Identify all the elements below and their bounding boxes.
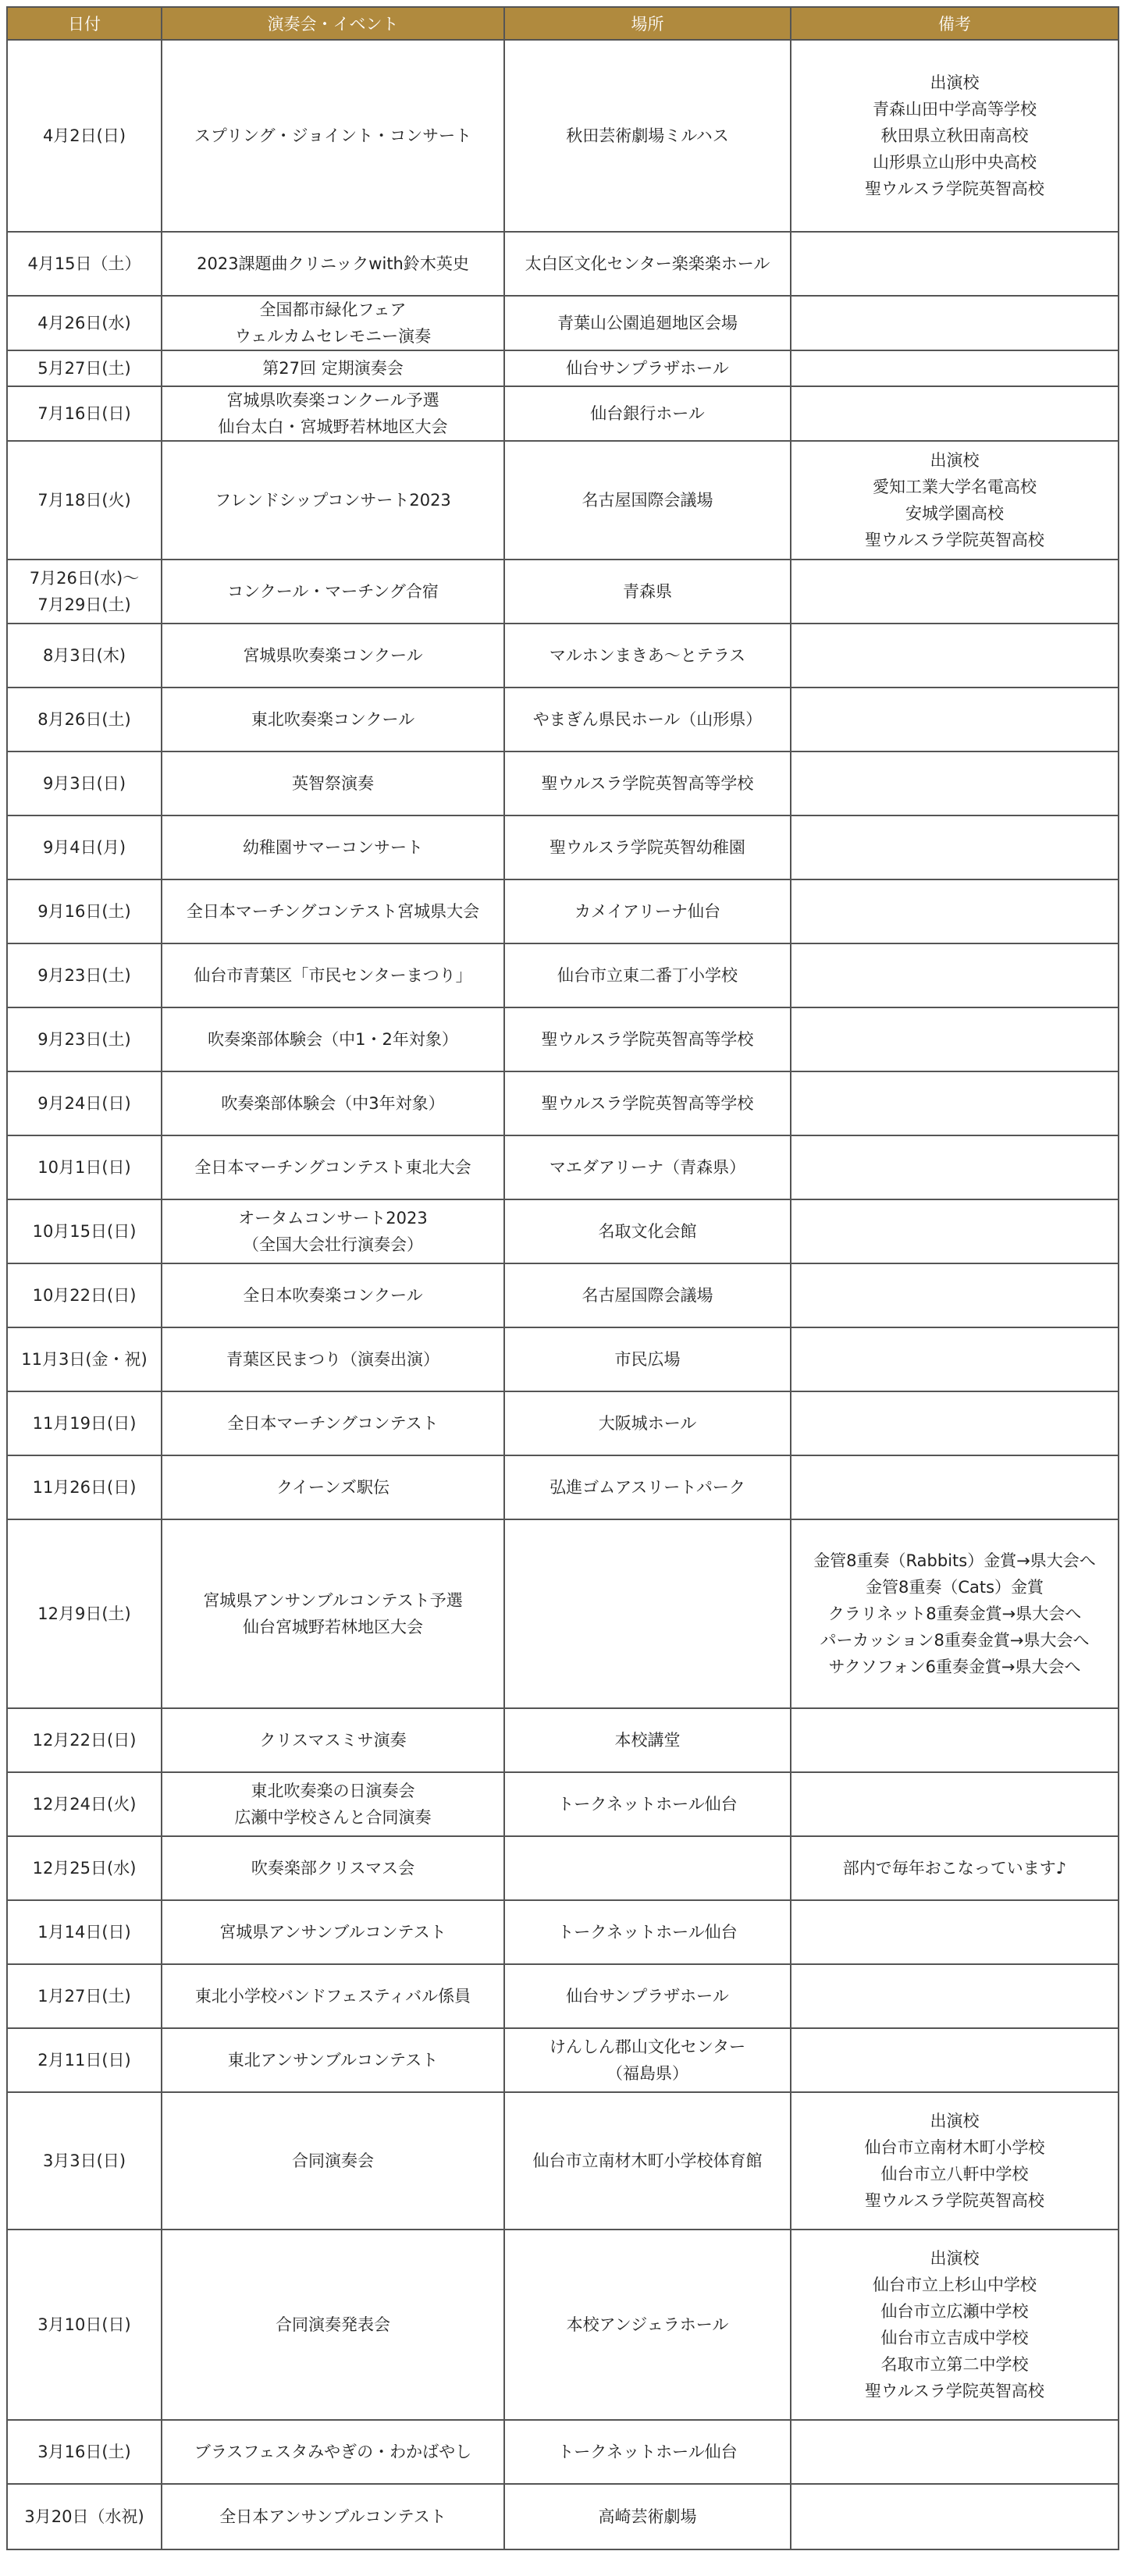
cell-event-line: 合同演奏発表会 [276,2315,390,2334]
cell-note [791,1772,1119,1836]
cell-place-line: 青葉山公園追廻地区会場 [557,314,738,332]
cell-note-line: サクソフォン6重奏金賞→県大会へ [828,1658,1081,1676]
cell-event [162,40,504,232]
table-row [7,1071,1119,1135]
cell-date-line: 9月23日(土) [37,1030,131,1049]
cell-date [7,1519,162,1708]
cell-note-line: 金管8重奏（Cats）金賞 [865,1578,1044,1597]
cell-date [7,1708,162,1772]
cell-date [7,1327,162,1391]
cell-place [504,2092,791,2230]
cell-place-line: 高崎芸術劇場 [598,2507,697,2526]
cell-note-line: クラリネット8重奏金賞→県大会へ [827,1604,1082,1623]
cell-event-line: スプリング・ジョイント・コンサート [194,126,472,145]
cell-place-line: 聖ウルスラ学院英智幼稚園 [550,838,745,857]
cell-date-line: 11月26日(日) [32,1478,137,1497]
table-row [7,879,1119,943]
cell-place-line: 仙台サンプラザホール [566,1987,729,2006]
table-row [7,1708,1119,1772]
table-row [7,1263,1119,1327]
cell-date-line: 4月26日(水) [37,314,131,332]
cell-note-line: 仙台市立八軒中学校 [880,2165,1029,2183]
schedule-table [6,6,1119,2550]
cell-date-line: 3月3日(日) [42,2151,126,2170]
cell-note [791,1199,1119,1263]
cell-note-line: 聖ウルスラ学院英智高校 [865,531,1044,549]
cell-place-line: 名古屋国際会議場 [582,491,713,510]
cell-place-line: トークネットホール仙台 [557,1923,738,1942]
cell-note-line: 出演校 [930,451,980,470]
cell-event-line: 吹奏楽部クリスマス会 [251,1859,415,1878]
cell-note-line: 出演校 [930,2112,980,2130]
cell-note [791,560,1119,624]
cell-event-line: 宮城県アンサンブルコンテスト予選 [203,1591,463,1610]
cell-note-line: 仙台市立南材木町小学校 [864,2138,1045,2157]
table-row [7,815,1119,879]
cell-note-line: 仙台市立広瀬中学校 [880,2302,1029,2321]
cell-note [791,386,1119,441]
cell-note [791,1071,1119,1135]
table-row [7,1327,1119,1391]
cell-note-line: 仙台市立吉成中学校 [880,2329,1029,2347]
cell-event-line: ウェルカムセレモニー演奏 [234,327,432,346]
table-row [7,560,1119,624]
cell-place [504,1199,791,1263]
cell-place [504,1391,791,1455]
cell-note [791,2420,1119,2484]
cell-event [162,1071,504,1135]
cell-event-line: コンクール・マーチング合宿 [227,582,439,601]
cell-place [504,1836,791,1900]
cell-place-line: トークネットホール仙台 [557,2443,738,2461]
cell-note-line: 聖ウルスラ学院英智高校 [865,2191,1044,2210]
table-row [7,1836,1119,1900]
cell-place-line: 本校講堂 [614,1731,681,1750]
cell-place [504,1964,791,2028]
cell-event-line: 第27回 定期演奏会 [262,359,404,378]
table-row [7,1007,1119,1071]
cell-note-line: 名取市立第二中学校 [880,2355,1029,2374]
cell-place-line: 市民広場 [614,1350,681,1369]
cell-place-line: 秋田芸術劇場ミルハス [566,126,729,145]
cell-note [791,688,1119,751]
cell-date [7,2420,162,2484]
cell-place [504,386,791,441]
cell-date [7,1836,162,1900]
cell-date [7,1135,162,1199]
cell-place [504,1455,791,1519]
cell-place-line: トークネットホール仙台 [557,1795,738,1814]
cell-date-line: 4月15日（土） [27,254,141,273]
cell-event-line: 英智祭演奏 [292,774,374,793]
cell-note [791,1327,1119,1391]
cell-event [162,751,504,815]
cell-date [7,1199,162,1263]
cell-note [791,2028,1119,2092]
cell-date-line: 9月4日(月) [42,838,126,857]
cell-date-line: 5月27日(土) [37,359,131,378]
cell-date [7,1263,162,1327]
cell-place-line: 弘進ゴムアスリートパーク [550,1478,745,1497]
cell-note [791,815,1119,879]
cell-date-line: 3月16日(土) [37,2443,131,2461]
cell-place [504,296,791,350]
cell-date [7,441,162,560]
cell-event-line: 東北小学校バンドフェスティバル係員 [194,1987,471,2006]
cell-event [162,1455,504,1519]
cell-place [504,751,791,815]
cell-date-line: 12月22日(日) [32,1731,137,1750]
cell-note [791,2484,1119,2549]
cell-event-line: 広瀬中学校さんと合同演奏 [234,1808,432,1827]
cell-note-line: 仙台市立上杉山中学校 [873,2276,1037,2294]
cell-date-line: 10月1日(日) [37,1158,131,1177]
cell-place-line: 仙台市立東二番丁小学校 [557,966,738,985]
cell-place [504,1007,791,1071]
cell-note [791,2230,1119,2420]
cell-place [504,560,791,624]
cell-event-line: 東北吹奏楽コンクール [251,710,415,729]
cell-place [504,2028,791,2092]
cell-place [504,1708,791,1772]
cell-place-line: （福島県） [606,2064,688,2083]
table-row [7,1519,1119,1708]
cell-date [7,1071,162,1135]
cell-note-line: 金管8重奏（Rabbits）金賞→県大会へ [813,1551,1096,1570]
cell-note [791,1007,1119,1071]
cell-note-line: 山形県立山形中央高校 [873,153,1037,172]
cell-event-line: 全日本アンサンブルコンテスト [219,2507,446,2526]
cell-event [162,815,504,879]
cell-note [791,1135,1119,1199]
cell-note [791,1900,1119,1964]
table-row [7,688,1119,751]
cell-place [504,1327,791,1391]
table-row [7,1455,1119,1519]
cell-date-line: 9月3日(日) [42,774,126,793]
cell-event-line: 宮城県吹奏楽コンクール予選 [226,391,439,410]
cell-place-line: 仙台市立南材木町小学校体育館 [532,2151,763,2170]
cell-event [162,1199,504,1263]
cell-date [7,1455,162,1519]
table-row [7,2230,1119,2420]
cell-date [7,1007,162,1071]
cell-note-line: 愛知工業大学名電高校 [873,478,1037,496]
cell-event [162,1964,504,2028]
cell-event [162,2230,504,2420]
cell-date-line: 11月3日(金・祝) [21,1350,148,1369]
cell-place [504,2484,791,2549]
cell-event [162,296,504,350]
table-row [7,1135,1119,1199]
cell-place-line: 太白区文化センター楽楽楽ホール [525,254,770,273]
table-row [7,1900,1119,1964]
cell-note [791,441,1119,560]
cell-date [7,232,162,296]
cell-event [162,1708,504,1772]
cell-event [162,2484,504,2549]
cell-date [7,296,162,350]
cell-date-line: 11月19日(日) [32,1414,137,1433]
cell-place-line: 仙台サンプラザホール [566,359,729,378]
cell-event-line: 宮城県吹奏楽コンクール [243,646,423,665]
cell-note [791,943,1119,1007]
table-row [7,1964,1119,2028]
cell-event [162,1900,504,1964]
cell-note [791,751,1119,815]
cell-place [504,350,791,386]
cell-date [7,815,162,879]
cell-event [162,879,504,943]
cell-date-line: 7月26日(水)〜 [29,569,140,588]
cell-event [162,386,504,441]
cell-date [7,943,162,1007]
cell-date [7,688,162,751]
cell-place [504,624,791,688]
table-row [7,751,1119,815]
cell-note-line: 聖ウルスラ学院英智高校 [865,179,1044,198]
cell-place [504,2420,791,2484]
cell-place [504,1263,791,1327]
cell-event-line: フレンドシップコンサート2023 [215,491,451,510]
cell-date-line: 4月2日(日) [42,126,126,145]
cell-date [7,1964,162,2028]
cell-event-line: 幼稚園サマーコンサート [243,838,423,857]
cell-note [791,296,1119,350]
cell-event-line: 吹奏楽部体験会（中3年対象） [221,1094,445,1113]
table-row [7,2092,1119,2230]
cell-date [7,1900,162,1964]
cell-date-line: 10月22日(日) [32,1286,137,1305]
cell-place [504,688,791,751]
cell-event-line: 宮城県アンサンブルコンテスト [219,1923,446,1942]
cell-note [791,1708,1119,1772]
table-row [7,2484,1119,2549]
cell-note-line: 聖ウルスラ学院英智高校 [865,2382,1044,2400]
cell-event-line: 青葉区民まつり（演奏出演） [226,1350,439,1369]
cell-date-line: 2月11日(日) [37,2051,131,2070]
cell-place-line: 聖ウルスラ学院英智高等学校 [541,1030,754,1049]
cell-note [791,624,1119,688]
cell-note [791,40,1119,232]
cell-date [7,40,162,232]
cell-date-line: 8月3日(木) [42,646,126,665]
cell-note-line: 出演校 [930,73,980,92]
cell-date-line: 9月24日(日) [37,1094,131,1113]
cell-place-line: 本校アンジェラホール [566,2315,729,2334]
table-row [7,1391,1119,1455]
cell-event-line: 全日本マーチングコンテスト [227,1414,439,1433]
cell-event-line: 吹奏楽部体験会（中1・2年対象） [208,1030,458,1049]
cell-note-line: 出演校 [930,2249,980,2268]
cell-date [7,1772,162,1836]
table-row [7,441,1119,560]
cell-date-line: 9月16日(土) [37,902,131,921]
cell-event-line: 仙台太白・宮城野若林地区大会 [218,417,448,436]
table-row [7,40,1119,232]
cell-place [504,1900,791,1964]
cell-date [7,2028,162,2092]
cell-date-line: 9月23日(土) [37,966,131,985]
cell-date [7,560,162,624]
cell-event [162,1007,504,1071]
cell-event [162,943,504,1007]
cell-event-line: 東北吹奏楽の日演奏会 [251,1782,415,1800]
table-row [7,296,1119,350]
cell-event-line: 合同演奏会 [292,2151,374,2170]
cell-note [791,1263,1119,1327]
cell-event [162,1135,504,1199]
cell-event [162,441,504,560]
table-row [7,1772,1119,1836]
cell-place-line: 名取文化会館 [598,1222,697,1241]
cell-place-line: 名古屋国際会議場 [582,1286,713,1305]
cell-event-line: オータムコンサート2023 [238,1209,428,1228]
table-body [7,40,1119,2549]
cell-event [162,1327,504,1391]
cell-event-line: 全日本マーチングコンテスト東北大会 [194,1158,471,1177]
cell-place [504,441,791,560]
cell-place [504,1772,791,1836]
cell-event [162,560,504,624]
header-place: 場所 [504,7,791,40]
cell-date [7,2092,162,2230]
cell-date-line: 1月14日(日) [37,1923,131,1942]
cell-date-line: 12月24日(火) [32,1795,137,1814]
cell-place [504,232,791,296]
cell-date [7,624,162,688]
cell-event [162,2420,504,2484]
cell-date [7,1391,162,1455]
cell-place [504,815,791,879]
cell-note-line: 青森山田中学高等学校 [873,100,1037,119]
cell-place-line: けんしん郡山文化センター [549,2038,746,2056]
cell-date-line: 8月26日(土) [37,710,131,729]
cell-event [162,688,504,751]
cell-event [162,1391,504,1455]
cell-place [504,1135,791,1199]
cell-date [7,751,162,815]
cell-date [7,879,162,943]
cell-date-line: 7月16日(日) [37,404,131,423]
cell-date [7,350,162,386]
cell-date-line: 1月27日(土) [37,1987,131,2006]
cell-event-line: 全国都市緑化フェア [259,300,407,319]
table-row [7,1199,1119,1263]
cell-place [504,1071,791,1135]
cell-date-line: 12月9日(土) [37,1604,131,1623]
table-header-row [7,7,1119,40]
cell-date-line: 3月20日（水祝) [24,2507,144,2526]
cell-place [504,40,791,232]
cell-event [162,1519,504,1708]
table-row [7,943,1119,1007]
cell-note [791,1836,1119,1900]
cell-date [7,386,162,441]
cell-note [791,1455,1119,1519]
table-row [7,624,1119,688]
cell-event-line: ブラスフェスタみやぎの・わかばやし [194,2443,472,2461]
cell-event-line: 仙台宮城野若林地区大会 [243,1618,423,1636]
cell-note [791,1519,1119,1708]
cell-event [162,624,504,688]
cell-event-line: クイーンズ駅伝 [276,1478,389,1497]
cell-date-line: 3月10日(日) [37,2315,131,2334]
cell-place-line: 聖ウルスラ学院英智高等学校 [541,774,754,793]
cell-note-line: パーカッション8重奏金賞→県大会へ [820,1631,1090,1650]
cell-event [162,232,504,296]
table-row [7,2028,1119,2092]
cell-event-line: 2023課題曲クリニックwith鈴木英史 [197,254,469,273]
cell-event [162,2092,504,2230]
cell-event-line: 東北アンサンブルコンテスト [227,2051,439,2070]
header-event: 演奏会・イベント [162,7,504,40]
cell-event [162,350,504,386]
cell-place [504,943,791,1007]
cell-note-line: 秋田県立秋田南高校 [880,126,1029,145]
cell-note [791,350,1119,386]
cell-place-line: マルホンまきあ〜とテラス [549,646,746,665]
table-row [7,350,1119,386]
cell-date-line: 7月29日(土) [37,595,131,614]
cell-date-line: 12月25日(水) [32,1859,137,1878]
header-date: 日付 [7,7,162,40]
cell-place-line: やまぎん県民ホール（山形県） [532,710,763,729]
table-row [7,232,1119,296]
cell-place-line: 青森県 [623,582,672,601]
cell-place-line: カメイアリーナ仙台 [574,902,721,921]
cell-place [504,879,791,943]
cell-event-line: 仙台市青葉区「市民センターまつり」 [194,966,472,985]
cell-note [791,232,1119,296]
cell-event-line: （全国大会壮行演奏会） [243,1235,423,1254]
cell-event [162,1836,504,1900]
cell-event-line: 全日本マーチングコンテスト宮城県大会 [186,902,480,921]
header-note: 備考 [791,7,1119,40]
cell-date-line: 7月18日(火) [37,491,131,510]
cell-event [162,1772,504,1836]
cell-event-line: 全日本吹奏楽コンクール [243,1286,423,1305]
cell-place-line: 聖ウルスラ学院英智高等学校 [541,1094,754,1113]
table-row [7,386,1119,441]
cell-note-line: 安城学園高校 [905,504,1004,523]
table-row [7,2420,1119,2484]
cell-note [791,879,1119,943]
cell-place-line: 仙台銀行ホール [590,404,705,423]
cell-place-line: マエダアリーナ（青森県） [549,1158,746,1177]
cell-date-line: 10月15日(日) [32,1222,137,1241]
cell-event [162,1263,504,1327]
cell-note [791,1391,1119,1455]
cell-event [162,2028,504,2092]
cell-date [7,2230,162,2420]
cell-note [791,2092,1119,2230]
cell-date [7,2484,162,2549]
cell-place [504,2230,791,2420]
cell-note-line: 部内で毎年おこなっています♪ [842,1859,1067,1878]
cell-event-line: クリスマスミサ演奏 [259,1731,407,1750]
cell-note [791,1964,1119,2028]
cell-place [504,1519,791,1708]
cell-place-line: 大阪城ホール [598,1414,697,1433]
